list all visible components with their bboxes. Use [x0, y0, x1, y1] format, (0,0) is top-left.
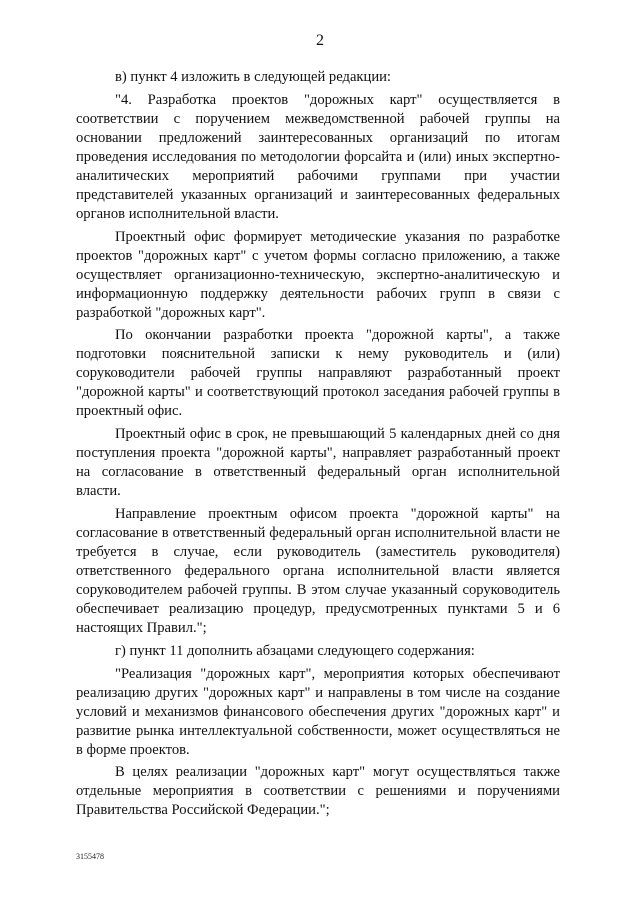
clause-11-paragraph-1: "Реализация "дорожных карт", мероприятия которых обеспечивают реализацию других "дорожных карт" и направлены в том числе на создание условий и механизмов финансового обеспечения других "дорожных карт" и развитие рынка интеллектуальной собственности, может осуществляться не в форме проектов.: [76, 665, 560, 758]
document-body: [76, 68, 560, 824]
clause-4-paragraph-2: Проектный офис формирует методические указания по разработке проектов "дорожных карт" с учетом формы согласно приложению, а также осуществляет организационно-техническую, экспертно-аналитическую и информационную поддержку деятельности рабочих групп в связи с разработкой "дорожных карт".: [76, 228, 560, 321]
amendment-item-g: г) пункт 11 дополнить абзацами следующего содержания:: [115, 642, 475, 659]
clause-4-paragraph-3: По окончании разработки проекта "дорожной карты", а также подготовки пояснительной записки к нему руководитель и (или) соруководители рабочей группы направляют разработанный проект "дорожной карты" и соответствующий протокол заседания рабочей группы в проектный офис.: [76, 327, 560, 420]
amendment-item-v: в) пункт 4 изложить в следующей редакции:: [115, 69, 391, 85]
clause-4-paragraph-1: "4. Разработка проектов "дорожных карт" осуществляется в соответствии с поручением межведомственной рабочей группы на основании предложений заинтересованных организаций по итогам проведения исследования по методологии форсайта и (или) иных экспертно-аналитических мероприятий рабочими группами при участии представителей указанных организаций и заинтересованных федеральных органов исполнительной власти.: [76, 91, 560, 222]
clause-4-paragraph-5: Направление проектным офисом проекта "дорожной карты" на согласование в ответственный федеральный орган исполнительной власти не требуется в случае, если руководитель (заместитель руководителя) ответственного федерального органа исполнительной власти является соруководителем рабочей группы. В этом случае указанный соруководитель обеспечивает реализацию процедур, предусмотренных пунктами 5 и 6 настоящих Правил.";: [76, 505, 560, 636]
clause-4-paragraph-4: Проектный офис в срок, не превышающий 5 календарных дней со дня поступления проекта "дорожной карты", направляет разработанный проект на согласование в ответственный федеральный орган исполнительной власти.: [76, 426, 560, 500]
clause-11-paragraph-2: В целях реализации "дорожных карт" могут осуществляться также отдельные мероприятия в соответствии с решениями и поручениями Правительства Российской Федерации.";: [76, 764, 560, 819]
document-code: 3155478: [76, 852, 104, 861]
page-number: 2: [316, 32, 324, 49]
